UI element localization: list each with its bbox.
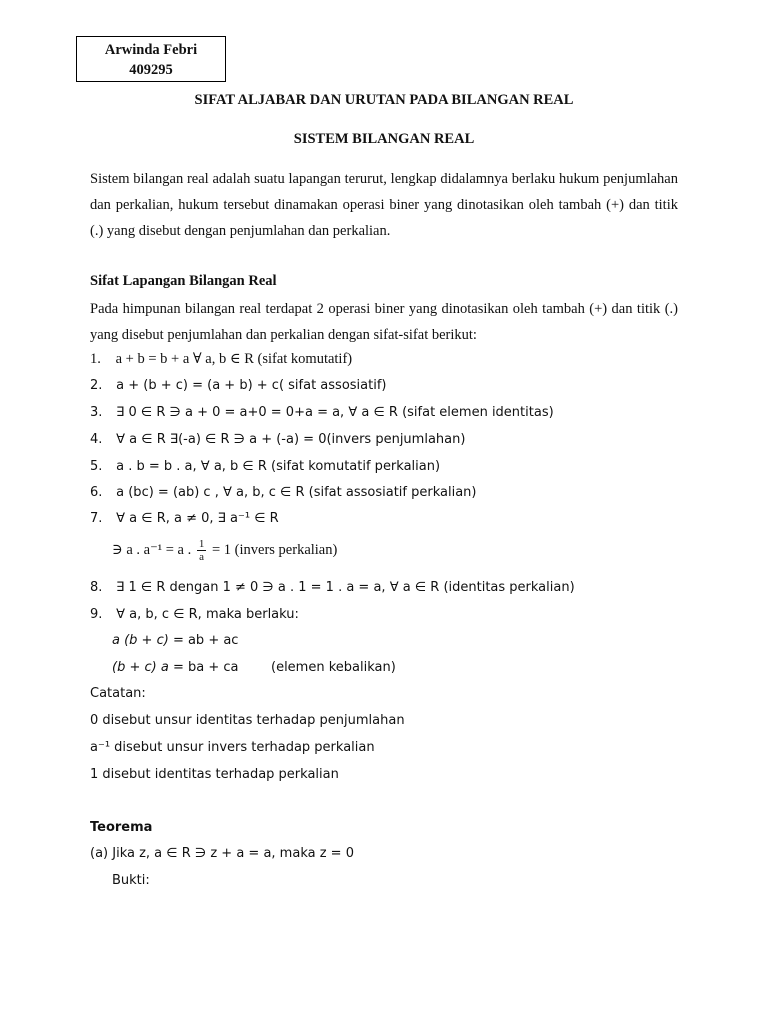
equation-lhs: a (b + c) xyxy=(112,633,169,648)
author-name: Arwinda Febri xyxy=(104,42,198,58)
fraction-numerator: 1 xyxy=(198,538,205,550)
theorem-heading: Teorema xyxy=(90,820,153,835)
note-line: a⁻¹ disebut unsur invers terhadap perkalian xyxy=(90,740,375,755)
equation-lhs: (b + c) a xyxy=(112,660,169,675)
item7-suffix: = 1 (invers perkalian) xyxy=(211,541,338,558)
item-text: ∃ 0 ∈ R ∋ a + 0 = a+0 = 0+a = a, ∀ a ∈ R (sifat elemen identitas) xyxy=(116,405,554,420)
note-line: 0 disebut unsur identitas terhadap penjumlahan xyxy=(90,713,405,728)
list-item xyxy=(90,607,299,622)
item-text: a . b = b . a, ∀ a, b ∈ R (sifat komutatif perkalian) xyxy=(116,459,441,474)
list-item xyxy=(90,580,575,595)
item-text: ∀ a ∈ R ∃(-a) ∈ R ∋ a + (-a) = 0(invers penjumlahan) xyxy=(116,432,466,447)
fraction-one-over-a xyxy=(197,538,207,563)
field-properties-paragraph: Pada himpunan bilangan real terdapat 2 operasi biner yang dinotasikan oleh tambah (+) dan titik (.) yang disebut penjumlahan dan perkalian dengan sifat-sifat berikut: xyxy=(90,301,678,343)
item-text: a (bc) = (ab) c , ∀ a, b, c ∈ R (sifat assosiatif perkalian) xyxy=(116,485,477,500)
item-number: 6. xyxy=(90,485,103,500)
list-item xyxy=(90,485,476,500)
item-text: ∀ a ∈ R, a ≠ 0, ∃ a⁻¹ ∈ R xyxy=(116,511,279,526)
note-line: 1 disebut identitas terhadap perkalian xyxy=(90,767,339,782)
distributive-equation-2 xyxy=(112,660,238,675)
item-number: 3. xyxy=(90,405,103,420)
inverse-multiplication-line xyxy=(112,538,337,563)
author-box xyxy=(76,36,226,82)
item-number: 2. xyxy=(90,378,103,393)
distributive-equation-1 xyxy=(112,633,238,648)
distributive-note: (elemen kebalikan) xyxy=(271,660,396,675)
item-number: 1. xyxy=(90,351,101,367)
item-text: ∃ 1 ∈ R dengan 1 ≠ 0 ∋ a . 1 = 1 . a = a, ∀ a ∈ R (identitas perkalian) xyxy=(116,580,575,595)
item-number: 8. xyxy=(90,580,103,595)
item-text: ∀ a, b, c ∈ R, maka berlaku: xyxy=(116,607,299,622)
item-text: a + (b + c) = (a + b) + c( sifat assosiatif) xyxy=(116,378,387,393)
notes-heading: Catatan: xyxy=(90,686,146,701)
equation-rhs: = ba + ca xyxy=(168,660,239,675)
list-item xyxy=(90,405,554,420)
section-title: SISTEM BILANGAN REAL xyxy=(293,131,475,147)
author-id: 409295 xyxy=(129,62,173,78)
item-number: 9. xyxy=(90,607,103,622)
intro-paragraph: Sistem bilangan real adalah suatu lapangan terurut, lengkap didalamnya berlaku hukum penjumlahan dan perkalian, hukum tersebut dinamakan operasi biner yang dinotasikan oleh tambah (+) dan titik (.) yang disebut dengan penjumlahan dan perkalian. xyxy=(90,171,678,239)
item-number: 7. xyxy=(90,511,103,526)
fraction-denominator: a xyxy=(199,551,205,563)
section-heading-field-properties: Sifat Lapangan Bilangan Real xyxy=(90,273,277,289)
item-number: 5. xyxy=(90,459,103,474)
item-text: a + b = b + a ∀ a, b ∈ R (sifat komutatif) xyxy=(115,351,353,367)
item7-prefix: ∋ a . a⁻¹ = a . xyxy=(112,541,192,558)
list-item xyxy=(90,378,386,393)
list-item xyxy=(90,351,352,368)
theorem-statement: (a) Jika z, a ∈ R ∋ z + a = a, maka z = 0 xyxy=(90,846,354,861)
list-item xyxy=(90,511,279,526)
list-item xyxy=(90,432,465,447)
proof-label: Bukti: xyxy=(112,873,150,888)
list-item xyxy=(90,459,440,474)
equation-rhs: = ab + ac xyxy=(168,633,239,648)
document-title: SIFAT ALJABAR DAN URUTAN PADA BILANGAN REAL xyxy=(194,92,574,108)
item-number: 4. xyxy=(90,432,103,447)
